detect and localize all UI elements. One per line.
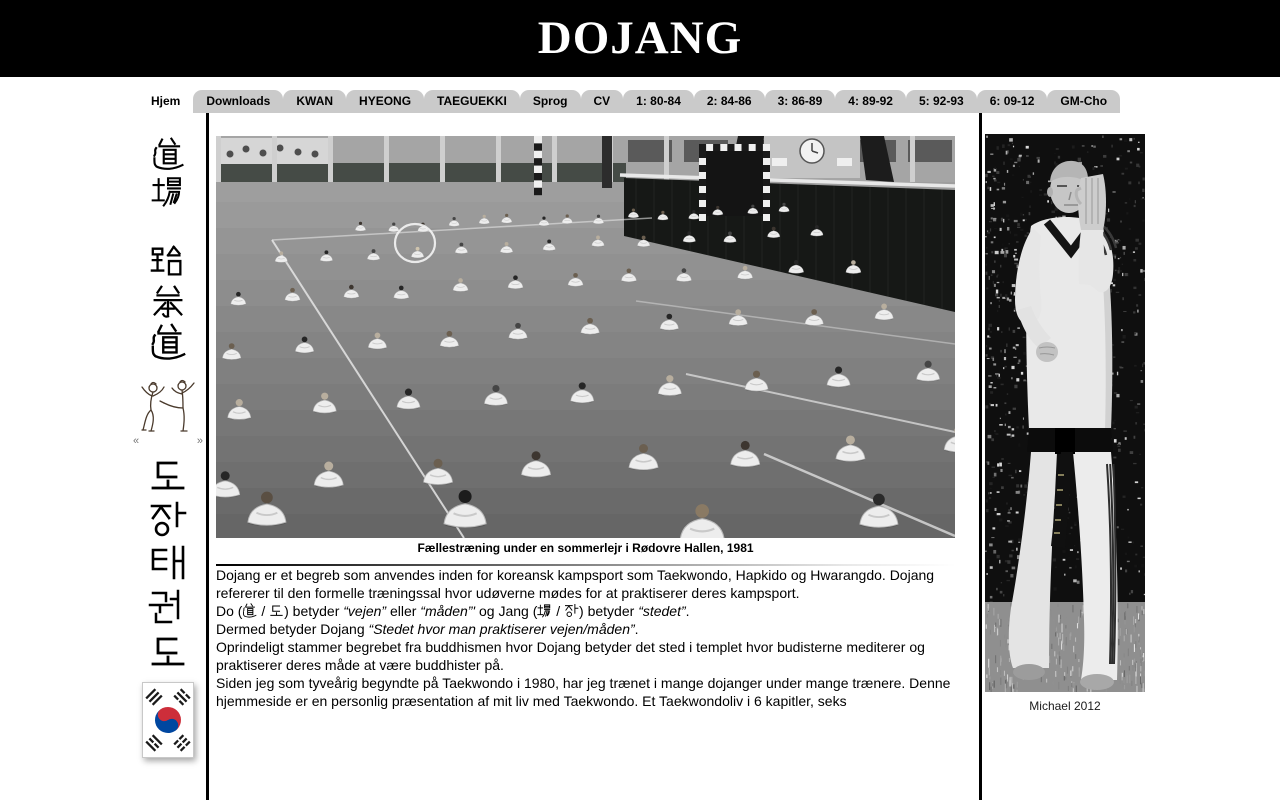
hangul-dojang-taekwondo-stack <box>133 455 203 675</box>
nav-tab-cv[interactable]: CV <box>581 90 624 113</box>
p2-text: Do ( <box>216 603 243 619</box>
paragraph-dojang-definition: Dojang er et begreb som anvendes inden for koreansk kampsport som Taekwondo, Hapkido og Hwarangdo. Dojang refererer til den formelle træningssal hvor udøverne mødes for at praktiserer deres kampsport. <box>216 567 935 601</box>
hangul-jang-inline <box>564 603 579 618</box>
nav-tab-2-84-86[interactable]: 2: 84-86 <box>694 90 765 113</box>
nav-tab-6-09-12[interactable]: 6: 09-12 <box>977 90 1048 113</box>
hangul-glyph <box>148 543 188 583</box>
p2-text: ) betyder <box>579 603 639 619</box>
carousel-prev-arrow[interactable]: « <box>133 435 140 447</box>
nav-tab-1-80-84[interactable]: 1: 80-84 <box>623 90 694 113</box>
hangul-glyph <box>148 631 188 671</box>
main-photo-caption: Fællestræning under en sommerlejr i Rødovre Hallen, 1981 <box>417 541 754 555</box>
site-title: DOJANG <box>537 12 743 64</box>
hangul-glyph <box>148 587 188 627</box>
korea-flag <box>142 682 194 758</box>
p3-text: Dermed betyder Dojang <box>216 621 369 637</box>
p2-text: ) betyder <box>284 603 344 619</box>
nav-tab-4-89-92[interactable]: 4: 89-92 <box>835 90 906 113</box>
nav-tab-hyeong[interactable]: HYEONG <box>346 90 424 113</box>
nav-tab-5-92-93[interactable]: 5: 92-93 <box>906 90 977 113</box>
hangul-glyph <box>148 499 188 539</box>
hanja-taekwondo-glyph <box>149 323 187 361</box>
hanja-dao-inline <box>242 603 257 618</box>
main-content <box>209 113 979 800</box>
p2-text: og Jang ( <box>475 603 538 619</box>
hanja-chang-inline <box>537 603 552 618</box>
hangul-glyph <box>148 455 188 495</box>
hanja-dojang-glyph <box>151 174 185 208</box>
p3-text: . <box>634 621 639 637</box>
site-header <box>0 0 1280 77</box>
nav-tab-downloads[interactable]: Downloads <box>193 90 283 113</box>
italic-maaden: “måden”' <box>420 603 476 619</box>
hanja-taekwondo-glyph <box>149 283 187 321</box>
paragraph-personal-history: Siden jeg som tyveårig begyndte på Taekwondo i 1980, har jeg trænet i mange dojanger under mange trænere. Denne hjemmeside er en personlig præsentation af mit liv med Taekwondo. Et Taekwondoliv i 6 kapitler, seks <box>216 675 951 709</box>
p2-text: . <box>685 603 690 619</box>
hanja-taekwondo-stack <box>133 243 203 363</box>
nav-tab-kwan[interactable]: KWAN <box>283 90 346 113</box>
left-sidebar <box>0 113 209 800</box>
p2-text: eller <box>386 603 421 619</box>
p2-text: / <box>552 603 565 619</box>
nav-tab-gm-cho[interactable]: GM-Cho <box>1047 90 1120 113</box>
taekkyon-fighters-drawing <box>137 378 199 436</box>
michael-photo-caption: Michael 2012 <box>1029 699 1101 713</box>
hanja-dojang-glyph <box>151 137 185 171</box>
hanja-dojang-stack <box>133 137 203 211</box>
hanja-taekwondo-glyph <box>149 243 187 281</box>
nav-tab-taeguekki[interactable]: TAEGUEKKI <box>424 90 520 113</box>
p2-text: / <box>257 603 270 619</box>
group-training-hall-photo <box>216 136 955 538</box>
italic-stedet: “stedet” <box>638 603 686 619</box>
nav-tab-sprog[interactable]: Sprog <box>520 90 581 113</box>
paragraph-buddhism: Oprindeligt stammer begrebet fra buddhismen hvor Dojang betyder det sted i templet hvor budisterne mediterer og praktiserer deres måde at være buddhister på. <box>216 639 925 673</box>
hangul-do-inline <box>269 603 284 618</box>
right-sidebar <box>979 113 1280 800</box>
content-layout <box>0 113 1280 800</box>
taekkyon-drawing-wrap <box>133 378 203 447</box>
michael-portrait-photo <box>985 134 1145 692</box>
italic-stedet-quote: “Stedet hvor man praktiserer vejen/måden” <box>368 621 635 637</box>
paragraph-etymology <box>216 602 960 638</box>
italic-vejen: “vejen” <box>343 603 387 619</box>
carousel-next-arrow[interactable]: » <box>196 435 203 447</box>
nav-tab-hjem[interactable]: Hjem <box>142 90 189 113</box>
nav-tab-3-86-89[interactable]: 3: 86-89 <box>765 90 836 113</box>
main-nav <box>142 90 1120 113</box>
